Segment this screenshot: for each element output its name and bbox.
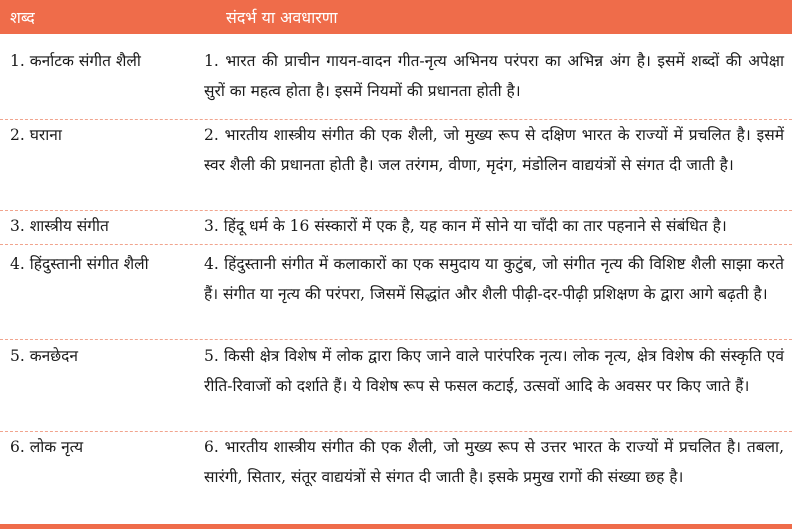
term-cell: 3. शास्त्रीय संगीत <box>10 217 109 235</box>
table-row <box>0 432 792 522</box>
table-bottom-rule <box>0 524 792 529</box>
table-row <box>0 249 792 340</box>
reference-column-header: संदर्भ या अवधारणा <box>226 8 338 27</box>
definition-cell: 1. भारत की प्राचीन गायन-वादन गीत-नृत्य अभिनय परंपरा का अभिन्न अंग है। इसमें शब्दों की अपेक्षा सुरों का महत्व होता है। इसमें नियमों की प्रधानता होती है। <box>204 52 784 100</box>
term-column-header: शब्द <box>10 8 35 27</box>
term-cell: 2. घराना <box>10 126 62 144</box>
definition-cell: 4. हिंदुस्तानी संगीत में कलाकारों का एक समुदाय या कुटुंब, जो संगीत नृत्य की विशिष्ट शैली साझा करते हैं। संगीत या नृत्य की परंपरा, जिसमें सिद्धांत और शैली पीढ़ी-दर-पीढ़ी प्रशिक्षण के द्वारा आगे बढ़ती है। <box>204 255 784 303</box>
table-row <box>0 211 792 245</box>
table-row <box>0 341 792 432</box>
definition-cell: 6. भारतीय शास्त्रीय संगीत की एक शैली, जो मुख्य रूप से उत्तर भारत के राज्यों में प्रचलित है। तबला, सारंगी, सितार, संतूर वाद्ययंत्रों से संगत दी जाती है। इसके प्रमुख रागों की संख्या छह है। <box>204 438 784 486</box>
definition-cell: 5. किसी क्षेत्र विशेष में लोक द्वारा किए जाने वाले पारंपरिक नृत्य। लोक नृत्य, क्षेत्र विशेष की संस्कृति एवं रीति-रिवाजों को दर्शाते हैं। ये विशेष रूप से फसल कटाई, उत्सवों आदि के अवसर पर किए जाते हैं। <box>204 347 784 395</box>
term-cell: 6. लोक नृत्य <box>10 438 84 456</box>
table-row <box>0 40 792 120</box>
table-header <box>0 0 792 34</box>
definition-cell: 2. भारतीय शास्त्रीय संगीत की एक शैली, जो मुख्य रूप से दक्षिण भारत के राज्यों में प्रचलित है। इसमें स्वर शैली की प्रधानता होती है। जल तरंगम, वीणा, मृदंग, मंडोलिन वाद्ययंत्रों से संगत दी जाती है। <box>204 126 784 174</box>
term-cell: 5. कनछेदन <box>10 347 78 365</box>
term-cell: 1. कर्नाटक संगीत शैली <box>10 52 141 70</box>
definition-cell: 3. हिंदू धर्म के 16 संस्कारों में एक है, यह कान में सोने या चाँदी का तार पहनाने से संबंधित है। <box>204 217 727 235</box>
term-cell: 4. हिंदुस्तानी संगीत शैली <box>10 255 149 273</box>
table-row <box>0 120 792 211</box>
